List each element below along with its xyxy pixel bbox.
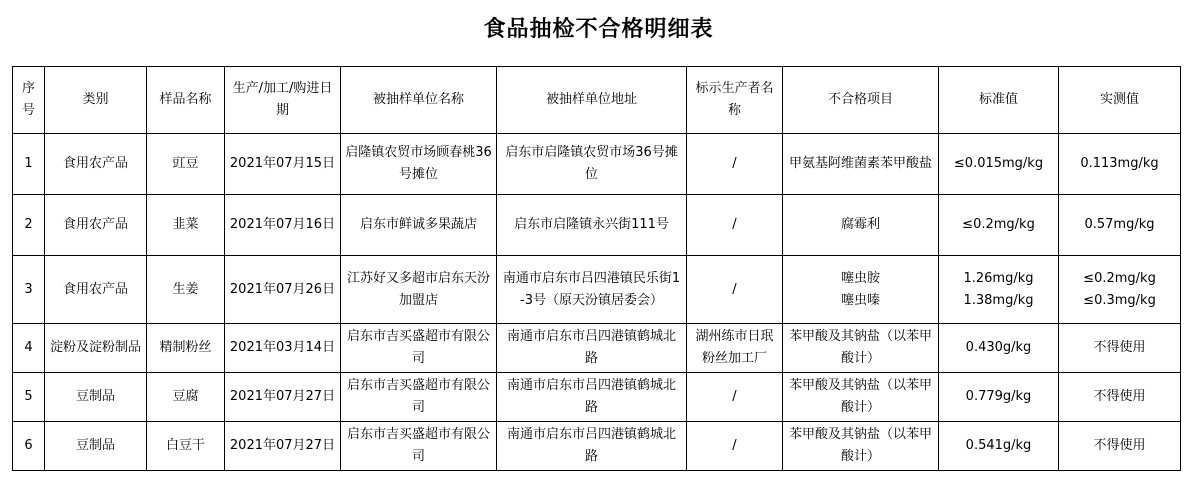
cell-measured: [1059, 373, 1181, 422]
header-category: 类别: [45, 67, 147, 134]
cell-line: 0.430g/kg: [965, 340, 1032, 355]
header-unit: 被抽样单位名称: [341, 67, 497, 134]
cell-standard: [939, 134, 1059, 195]
cell-line: ≤0.015mg/kg: [953, 156, 1044, 171]
table-header-row: [13, 67, 1181, 134]
cell-address: 南通市启东市吕四港镇鹤城北路: [497, 373, 687, 422]
cell-address: 启东市启隆镇农贸市场36号摊位: [497, 134, 687, 195]
cell-item: [783, 195, 939, 256]
cell-line: 苯甲酸及其钠盐（以苯甲酸计）: [788, 329, 932, 366]
cell-producer: 湖州练市日珉粉丝加工厂: [687, 324, 783, 373]
header-sample: 样品名称: [147, 67, 225, 134]
cell-item: [783, 256, 939, 324]
table-row: [13, 134, 1181, 195]
cell-line: ≤0.2mg/kg: [962, 217, 1035, 232]
cell-line: 0.779g/kg: [965, 389, 1032, 404]
cell-no: 2: [13, 195, 45, 256]
table-row: [13, 422, 1181, 471]
cell-producer: /: [687, 195, 783, 256]
cell-line: 1.26mg/kg: [963, 270, 1034, 286]
cell-address: 南通市启东市吕四港镇鹤城北路: [497, 324, 687, 373]
header-item: 不合格项目: [783, 67, 939, 134]
cell-line: ≤0.3mg/kg: [1083, 292, 1156, 308]
cell-unit: 启隆镇农贸市场顾春桃36号摊位: [341, 134, 497, 195]
table-row: [13, 195, 1181, 256]
cell-date: 2021年07月26日: [225, 256, 341, 324]
cell-standard: [939, 422, 1059, 471]
cell-unit: 启东市吉买盛超市有限公司: [341, 324, 497, 373]
cell-line: 0.541g/kg: [965, 438, 1032, 453]
cell-line: 不得使用: [1093, 389, 1146, 404]
cell-line: 0.57mg/kg: [1084, 217, 1155, 232]
cell-category: 淀粉及淀粉制品: [45, 324, 147, 373]
cell-producer: /: [687, 373, 783, 422]
cell-item: [783, 134, 939, 195]
table-row: [13, 324, 1181, 373]
cell-measured: [1059, 256, 1181, 324]
cell-line: 腐霉利: [840, 217, 880, 232]
inspection-table: [12, 66, 1181, 471]
cell-unit: 启东市吉买盛超市有限公司: [341, 373, 497, 422]
cell-line: 噻虫嗪: [840, 292, 880, 308]
cell-item: [783, 422, 939, 471]
cell-no: 3: [13, 256, 45, 324]
cell-category: 食用农产品: [45, 134, 147, 195]
cell-line: 不得使用: [1093, 438, 1146, 453]
header-standard: 标准值: [939, 67, 1059, 134]
cell-sample: 生姜: [147, 256, 225, 324]
cell-measured: [1059, 195, 1181, 256]
cell-date: 2021年07月27日: [225, 373, 341, 422]
cell-category: 豆制品: [45, 422, 147, 471]
cell-date: 2021年07月16日: [225, 195, 341, 256]
cell-unit: 江苏好又多超市启东天汾加盟店: [341, 256, 497, 324]
cell-line: 不得使用: [1093, 340, 1146, 355]
cell-line: 甲氨基阿维菌素苯甲酸盐: [788, 156, 932, 171]
cell-standard: [939, 195, 1059, 256]
cell-sample: 韭菜: [147, 195, 225, 256]
cell-sample: 精制粉丝: [147, 324, 225, 373]
cell-sample: 白豆干: [147, 422, 225, 471]
cell-address: 南通市启东市吕四港镇鹤城北路: [497, 422, 687, 471]
cell-no: 6: [13, 422, 45, 471]
cell-unit: 启东市鲜诚多果蔬店: [341, 195, 497, 256]
cell-address: 南通市启东市吕四港镇民乐街1-3号（原天汾镇居委会）: [497, 256, 687, 324]
cell-line: ≤0.2mg/kg: [1083, 270, 1156, 286]
header-producer: 标示生产者名称: [687, 67, 783, 134]
cell-date: 2021年07月27日: [225, 422, 341, 471]
cell-line: 1.38mg/kg: [963, 292, 1034, 308]
cell-standard: [939, 373, 1059, 422]
table-row: [13, 373, 1181, 422]
cell-no: 4: [13, 324, 45, 373]
cell-no: 1: [13, 134, 45, 195]
cell-measured: [1059, 134, 1181, 195]
table-row: [13, 256, 1181, 324]
cell-line: 噻虫胺: [840, 270, 880, 286]
cell-line: 苯甲酸及其钠盐（以苯甲酸计）: [788, 378, 932, 415]
cell-date: 2021年03月14日: [225, 324, 341, 373]
cell-category: 食用农产品: [45, 256, 147, 324]
cell-line: 0.113mg/kg: [1080, 156, 1159, 171]
header-date: 生产/加工/购进日期: [225, 67, 341, 134]
cell-date: 2021年07月15日: [225, 134, 341, 195]
cell-category: 食用农产品: [45, 195, 147, 256]
header-no: 序号: [13, 67, 45, 134]
header-address: 被抽样单位地址: [497, 67, 687, 134]
cell-measured: [1059, 324, 1181, 373]
page-title: 食品抽检不合格明细表: [483, 17, 714, 42]
cell-producer: /: [687, 256, 783, 324]
cell-item: [783, 324, 939, 373]
cell-line: 苯甲酸及其钠盐（以苯甲酸计）: [788, 427, 932, 464]
cell-category: 豆制品: [45, 373, 147, 422]
cell-measured: [1059, 422, 1181, 471]
cell-item: [783, 373, 939, 422]
cell-sample: 豆腐: [147, 373, 225, 422]
cell-standard: [939, 256, 1059, 324]
cell-no: 5: [13, 373, 45, 422]
cell-sample: 豇豆: [147, 134, 225, 195]
cell-address: 启东市启隆镇永兴街111号: [497, 195, 687, 256]
cell-producer: /: [687, 422, 783, 471]
cell-standard: [939, 324, 1059, 373]
header-measured: 实测值: [1059, 67, 1181, 134]
cell-producer: /: [687, 134, 783, 195]
cell-unit: 启东市吉买盛超市有限公司: [341, 422, 497, 471]
